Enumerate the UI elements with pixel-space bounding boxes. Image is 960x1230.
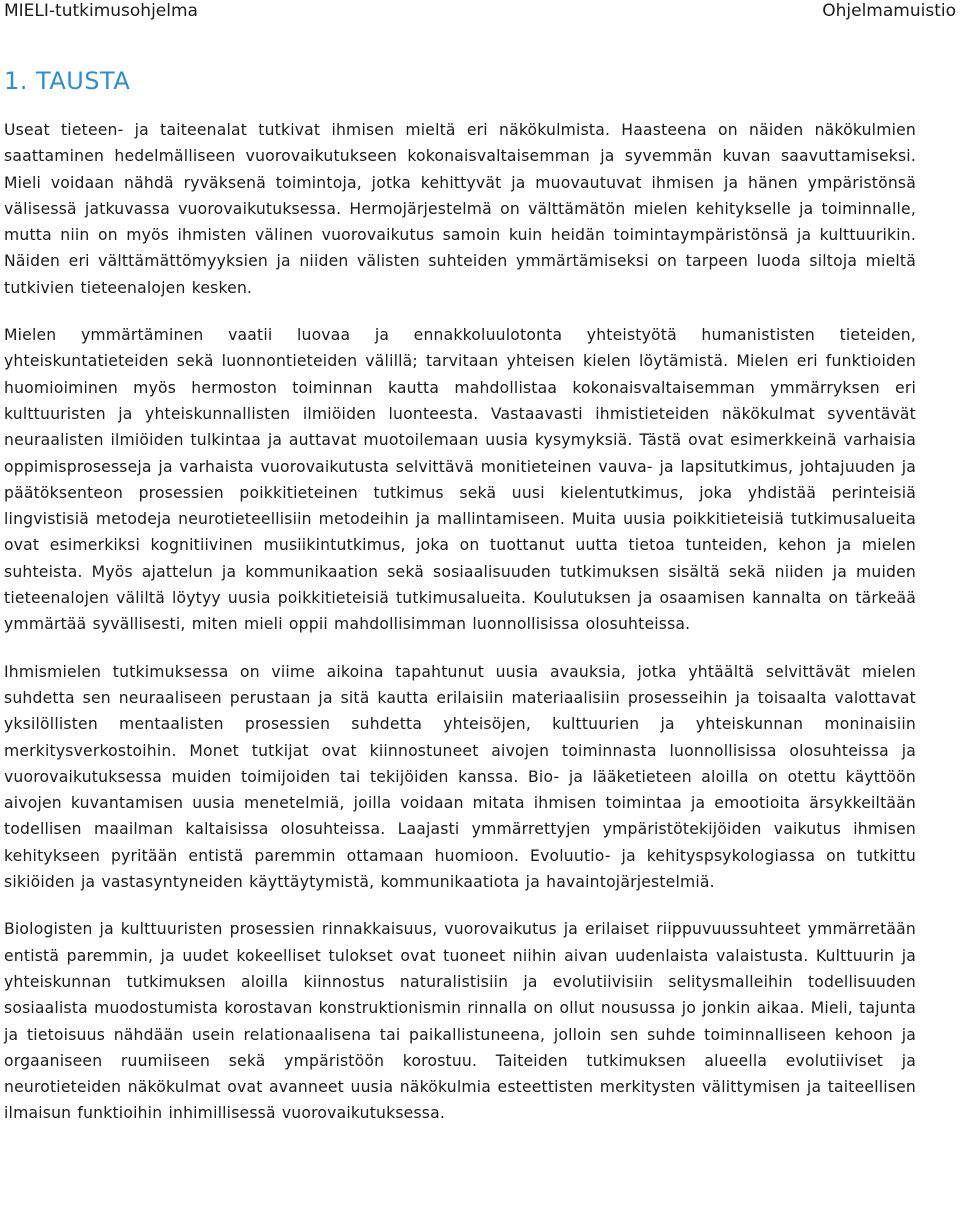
document-type: Ohjelmamuistio — [822, 1, 956, 21]
section-heading: 1. TAUSTA — [4, 67, 131, 95]
page-header — [0, 0, 960, 24]
paragraph-3: Ihmismielen tutkimuksessa on viime aikoina tapahtunut uusia avauksia, jotka yhtäältä selvittävät mielen suhdetta sen neuraaliseen perustaan ja sitä kautta erilaisiin materiaalisiin prosesseihin ja toisaalta valottavat yksilöllisten mentaalisten prosessien suhdetta yhteisöjen, kulttuurien ja yhteiskunnan moninaisiin merkitysverkostoihin. Monet tutkijat ovat kiinnostuneet aivojen toiminnasta luonnollisissa olosuhteissa ja vuorovaikutuksessa muiden toimijoiden tai tekijöiden kanssa. Bio- ja lääketieteen aloilla on otettu käyttöön aivojen kuvantamisen uusia menetelmiä, joilla voidaan mitata ihmisen toimintaa ja emootioita ärsykkeiltään todellisen maailman kaltaisissa olosuhteissa. Laajasti ymmärrettyjen ympäristötekijöiden vaikutus ihmisen kehitykseen pyritään entistä paremmin ottamaan huomioon. Evoluutio- ja kehityspsykologiassa on tutkittu sikiöiden ja vastasyntyneiden käyttäytymistä, kommunikaatiota ja havaintojärjestelmiä. — [4, 662, 916, 892]
document-body — [4, 117, 916, 1148]
paragraph-1: Useat tieteen- ja taiteenalat tutkivat ihmisen mieltä eri näkökulmista. Haasteena on näiden näkökulmien saattaminen hedelmälliseen vuorovaikutukseen kokonaisvaltaisemman ja syvemmän kuvan saavuttamiseksi. Mieli voidaan nähdä ryväksenä toimintoja, jotka kehittyvät ja muovautuvat ihmisen ja hänen ympäristönsä välisessä jatkuvassa vuorovaikutuksessa. Hermojärjestelmä on välttämätön mielen kehitykselle ja toiminnalle, mutta niin on myös ihmisten välinen vuorovaikutus samoin kuin heidän toimintaympäristönsä ja kulttuurikin. Näiden eri välttämättömyyksien ja niiden välisten suhteiden ymmärtämiseksi on tarpeen luoda siltoja mieltä tutkivien tieteenalojen kesken. — [4, 121, 916, 297]
program-title: MIELI-tutkimusohjelma — [4, 1, 198, 21]
paragraph-2: Mielen ymmärtäminen vaatii luovaa ja ennakkoluulotonta yhteistyötä humanististen tieteiden, yhteiskuntatieteiden sekä luonnontieteiden välillä; tarvitaan yhteisen kielen löytämistä. Mielen eri funktioiden huomioiminen myös hermoston toiminnan kautta mahdollistaa kokonaisvaltaisemman ymmärryksen eri kulttuuristen ja yhteiskunnallisten ilmiöiden luonteesta. Vastaavasti ihmistieteiden näkökulmat syventävät neuraalisten ilmiöiden tulkintaa ja auttavat muotoilemaan uusia kysymyksiä. Tästä ovat esimerkkeinä varhaisia oppimisprosesseja ja varhaista vuorovaikutusta selvittävä monitieteinen vauva- ja lapsitutkimus, johtajuuden ja päätöksenteon prosessien poikkitieteinen tutkimus sekä uusi kielentutkimus, joka yhdistää perinteisiä lingvistisiä metodeja neurotieteellisiin metodeihin ja mallintamiseen. Muita uusia poikkitieteisiä tutkimusalueita ovat esimerkiksi kognitiivinen musiikintutkimus, joka on tuottanut uutta tietoa tunteiden, kehon ja mielen suhteista. Myös ajattelun ja kommunikaation sekä sosiaalisuuden tutkimuksen sisältä sekä niiden ja muiden tieteenalojen väliltä löytyy uusia poikkitieteisiä tutkimusalueita. Koulutuksen ja osaamisen kannalta on tärkeää ymmärtää syvällisesti, miten mieli oppii mahdollisimman luonnollisissa olosuhteissa. — [4, 326, 916, 634]
paragraph-4: Biologisten ja kulttuuristen prosessien rinnakkaisuus, vuorovaikutus ja erilaiset riippuvuussuhteet ymmärretään entistä paremmin, ja uudet kokeelliset tulokset ovat tuoneet niihin aivan uudenlaista valaistusta. Kulttuurin ja yhteiskunnan tutkimuksen aloilla kiinnostus naturalistisiin ja evolutiivisiin selitysmalleihin todellisuuden sosiaalista muodostumista korostavan konstruktionismin rinnalla on ollut nousussa jo jonkin aikaa. Mieli, tajunta ja tietoisuus nähdään usein relationaalisena tai paikallistuneena, jolloin sen suhde toiminnalliseen kehoon ja orgaaniseen ruumiiseen sekä ympäristöön korostuu. Taiteiden tutkimuksen alueella evolutiiviset ja neurotieteiden näkökulmat ovat avanneet uusia näkökulmia esteettisten merkitysten välittymisen ja taiteellisen ilmaisun funktioihin inhimillisessä vuorovaikutuksessa. — [4, 920, 916, 1123]
